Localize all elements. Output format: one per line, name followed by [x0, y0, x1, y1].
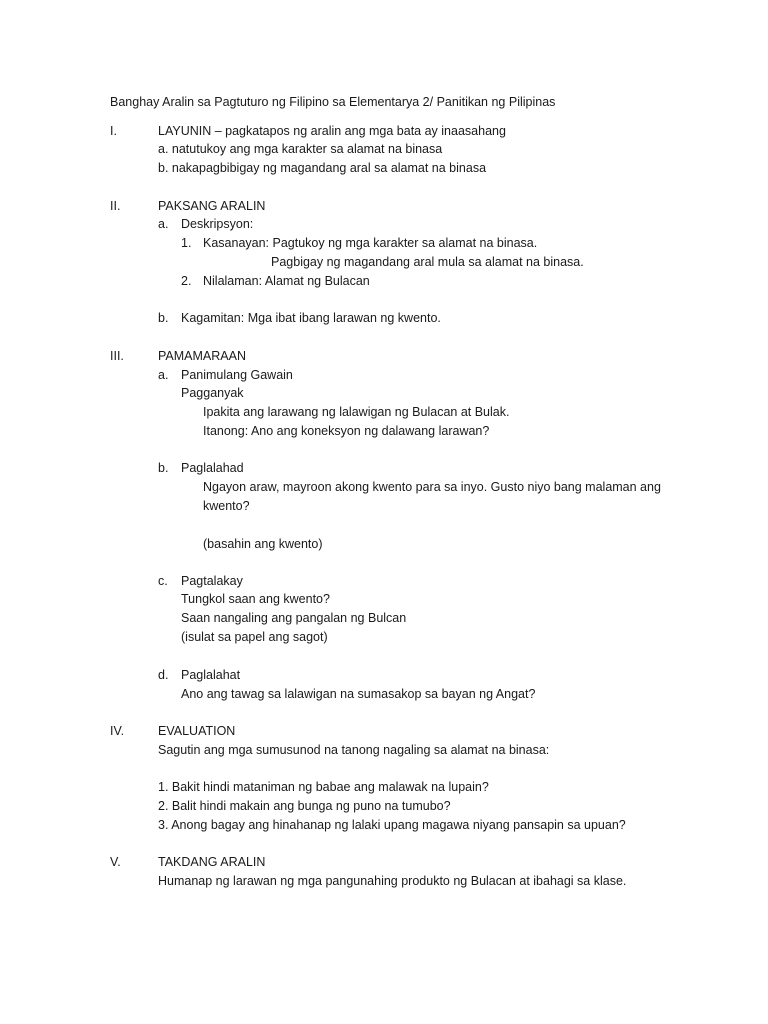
evaluation-question-2: 2. Balit hindi makain ang bunga ng puno na tumubo?: [158, 799, 451, 813]
pamamaraan-b-line-1: Ngayon araw, mayroon akong kwento para sa inyo. Gusto niyo bang malaman ang: [203, 480, 661, 494]
section-heading-pamamaraan: PAMAMARAAN: [158, 349, 246, 363]
layunin-item-b: b. nakapagbibigay ng magandang aral sa alamat na binasa: [158, 161, 487, 175]
pamamaraan-b-line-3: (basahin ang kwento): [203, 537, 323, 551]
paksa-subitem-1-text: Kasanayan: Pagtukoy ng mga karakter sa alamat na binasa.: [203, 236, 538, 250]
section-heading-takdang-aralin: TAKDANG ARALIN: [158, 855, 266, 869]
section-heading-layunin: LAYUNIN – pagkatapos ng aralin ang mga bata ay inaasahang: [158, 124, 506, 138]
pamamaraan-b-label: Paglalahad: [181, 461, 244, 475]
pamamaraan-c-line-1: Tungkol saan ang kwento?: [181, 592, 330, 606]
section-numeral-3: III.: [110, 349, 124, 363]
pamamaraan-a-label: Panimulang Gawain: [181, 368, 293, 382]
section-numeral-4: IV.: [110, 724, 125, 738]
section-numeral-2: II.: [110, 199, 121, 213]
paksa-item-a-letter: a.: [158, 217, 169, 231]
pamamaraan-b-line-2: kwento?: [203, 499, 250, 513]
pamamaraan-d-letter: d.: [158, 668, 169, 682]
paksa-item-b-letter: b.: [158, 311, 169, 325]
takdang-aralin-text: Humanap ng larawan ng mga pangunahing produkto ng Bulacan at ibahagi sa klase.: [158, 874, 627, 888]
layunin-item-a: a. natutukoy ang mga karakter sa alamat na binasa: [158, 142, 443, 156]
document-title: Banghay Aralin sa Pagtuturo ng Filipino sa Elementarya 2/ Panitikan ng Pilipinas: [110, 95, 556, 109]
pamamaraan-a-sublabel: Pagganyak: [181, 386, 244, 400]
pamamaraan-b-letter: b.: [158, 461, 169, 475]
paksa-subitem-2-number: 2.: [181, 274, 192, 288]
section-heading-paksang-aralin: PAKSANG ARALIN: [158, 199, 266, 213]
pamamaraan-a-line-2: Itanong: Ano ang koneksyon ng dalawang larawan?: [203, 424, 490, 438]
pamamaraan-a-line-1: Ipakita ang larawang ng lalawigan ng Bulacan at Bulak.: [203, 405, 510, 419]
pamamaraan-c-line-3: (isulat sa papel ang sagot): [181, 630, 328, 644]
pamamaraan-d-label: Paglalahat: [181, 668, 241, 682]
pamamaraan-c-line-2: Saan nangaling ang pangalan ng Bulcan: [181, 611, 407, 625]
paksa-subitem-1-continuation: Pagbigay ng magandang aral mula sa alamat na binasa.: [271, 255, 584, 269]
paksa-subitem-1-number: 1.: [181, 236, 192, 250]
section-numeral-5: V.: [110, 855, 121, 869]
pamamaraan-a-letter: a.: [158, 368, 169, 382]
evaluation-intro: Sagutin ang mga sumusunod na tanong nagaling sa alamat na binasa:: [158, 743, 550, 757]
paksa-subitem-2-text: Nilalaman: Alamat ng Bulacan: [203, 274, 370, 288]
pamamaraan-c-letter: c.: [158, 574, 168, 588]
section-numeral-1: I.: [110, 124, 117, 138]
pamamaraan-d-line-1: Ano ang tawag sa lalawigan na sumasakop sa bayan ng Angat?: [181, 687, 536, 701]
evaluation-question-1: 1. Bakit hindi mataniman ng babae ang malawak na lupain?: [158, 780, 489, 794]
paksa-item-b-text: Kagamitan: Mga ibat ibang larawan ng kwento.: [181, 311, 441, 325]
evaluation-question-3: 3. Anong bagay ang hinahanap ng lalaki upang magawa niyang pansapin sa upuan?: [158, 818, 626, 832]
paksa-item-a-label: Deskripsyon:: [181, 217, 254, 231]
section-heading-evaluation: EVALUATION: [158, 724, 236, 738]
pamamaraan-c-label: Pagtalakay: [181, 574, 243, 588]
